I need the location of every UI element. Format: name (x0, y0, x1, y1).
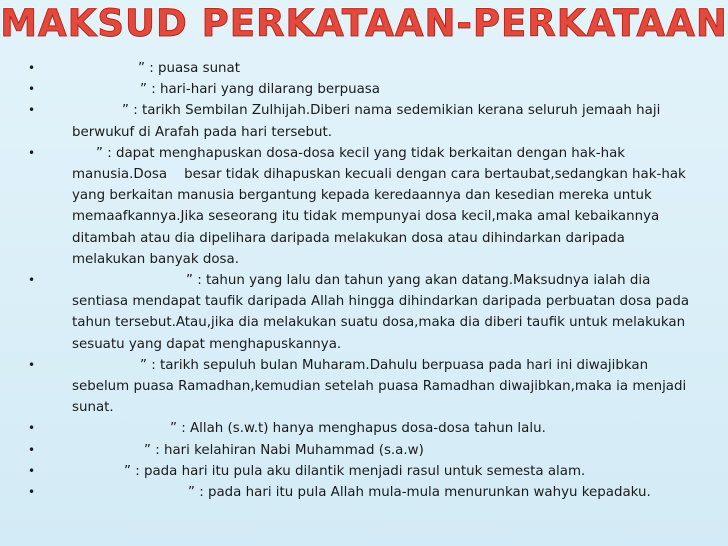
bullet-icon: • (28, 103, 36, 118)
list-item-text: ” : Allah (s.w.t) hanya menghapus dosa-dosa tahun lalu. (170, 421, 546, 437)
list-item (0, 270, 700, 355)
list-item-text: ” : tahun yang lalu dan tahun yang akan datang.Maksudnya ialah dia sentiasa mendapat taufik daripada Allah hingga dihindarkan daripada perbuatan dosa pada tahun tersebut.Atau,jika dia melakukan suatu dosa,maka dia diberi taufik untuk melakukan sesuatu yang dapat menghapuskannya. (72, 273, 694, 352)
list-item (0, 143, 700, 270)
list-item-text: ” : pada hari itu pula aku dilantik menjadi rasul untuk semesta alam. (124, 463, 586, 479)
list-item-text: ” : dapat menghapuskan dosa-dosa kecil yang tidak berkaitan dengan hak-hak manusia.Dosa besar tidak dihapuskan kecuali dengan cara bertaubat,sedangkan hak-hak yang berkaitan manusia bergantung kepada keredaannya dan kesedian mereka untuk memaafkannya.Jika seseorang itu tidak mempunyai dosa kecil,maka amal kebaikannya ditambah atau dia dipelihara daripada melakukan dosa atau dihindarkan daripada melakukan banyak dosa. (72, 145, 691, 267)
list-item (0, 100, 700, 142)
list-item-text: ” : puasa sunat (138, 61, 240, 76)
bullet-icon: • (28, 145, 36, 160)
list-item (0, 79, 700, 100)
bullet-icon: • (28, 357, 36, 372)
list-item-text: ” : hari kelahiran Nabi Muhammad (s.a.w) (144, 442, 424, 458)
bullet-icon: • (28, 442, 36, 457)
list-item-text: ” : tarikh sepuluh bulan Muharam.Dahulu berpuasa pada hari ini diwajibkan sebelum puasa Ramadhan,kemudian setelah puasa Ramadhan diwajibkan,maka ia menjadi sunat. (72, 357, 691, 416)
bullet-icon: • (28, 485, 36, 500)
bullet-icon: • (28, 82, 36, 97)
bullet-icon: • (28, 273, 36, 288)
bullet-icon: • (28, 61, 36, 75)
list-item-text: ” : tarikh Sembilan Zulhijah.Diberi nama sedemikian kerana seluruh jemaah haji berwukuf di Arafah pada hari tersebut. (72, 103, 665, 140)
definitions-list (0, 58, 700, 503)
bullet-icon: • (28, 463, 36, 478)
list-item (0, 440, 700, 461)
list-item-text: ” : pada hari itu pula Allah mula-mula menurunkan wahyu kepadaku. (188, 485, 651, 501)
list-item (0, 418, 700, 439)
slide-title: MAKSUD PERKATAAN-PERKATAAN (0, 2, 728, 45)
list-item (0, 482, 700, 503)
list-item (0, 58, 700, 79)
list-item (0, 355, 700, 419)
list-item-text: ” : hari-hari yang dilarang berpuasa (140, 82, 380, 98)
list-item (0, 461, 700, 482)
bullet-icon: • (28, 421, 36, 436)
